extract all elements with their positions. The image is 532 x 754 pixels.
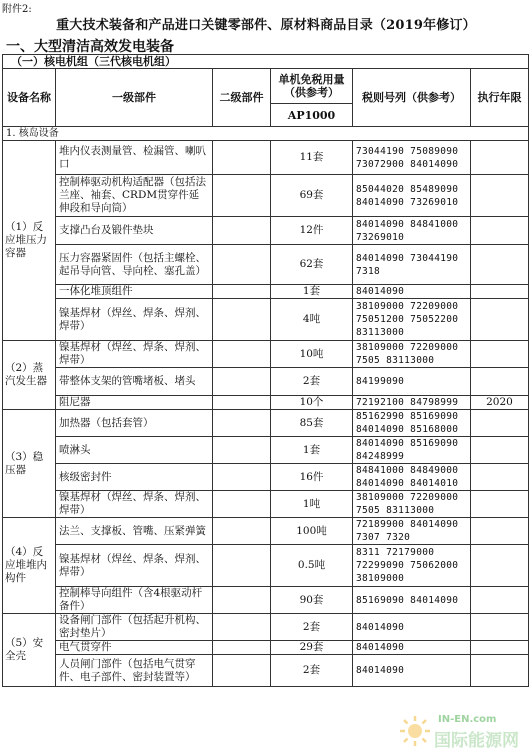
years-cell [471, 518, 529, 545]
quantity-cell: 90套 [271, 587, 353, 614]
level2-part-cell [213, 641, 271, 655]
table-row [3, 341, 529, 368]
tariff-codes-cell: 38109000 72209000 7505 83113000 [353, 341, 471, 368]
level2-part-cell [213, 141, 271, 175]
level2-part-cell [213, 299, 271, 341]
tariff-codes-cell: 85162990 85169090 84014090 85168000 [353, 410, 471, 437]
quantity-cell: 4吨 [271, 299, 353, 341]
level2-part-cell [213, 545, 271, 587]
document-title: 重大技术装备和产品进口关键零部件、原材料商品目录（2019年修订） [56, 18, 476, 33]
quantity-cell: 11套 [271, 141, 353, 175]
watermark-bottom-text: 国际能源网 [434, 731, 519, 751]
level2-part-cell [213, 175, 271, 217]
table-row [3, 437, 529, 464]
table-row [3, 518, 529, 545]
level1-part-cell: 镍基焊材（焊丝、焊条、焊剂、焊带） [56, 545, 213, 587]
years-cell [471, 245, 529, 285]
table-row [3, 141, 529, 175]
table-row [3, 491, 529, 518]
level1-part-cell: 镍基焊材（焊丝、焊条、焊剂、焊带） [56, 341, 213, 368]
quantity-cell: 16件 [271, 464, 353, 491]
header-level1: 一级部件 [56, 69, 213, 127]
years-cell [471, 491, 529, 518]
years-cell [471, 141, 529, 175]
level1-part-cell: 阻尼器 [56, 396, 213, 410]
quantity-cell: 2套 [271, 614, 353, 641]
table-row [3, 299, 529, 341]
quantity-cell: 100吨 [271, 518, 353, 545]
level2-part-cell [213, 368, 271, 396]
tariff-codes-cell: 84014090 73044190 7318 [353, 245, 471, 285]
watermark [398, 712, 528, 752]
equipment-name-cell: （4）反应堆堆内构件 [3, 518, 56, 614]
quantity-cell: 62套 [271, 245, 353, 285]
tariff-codes-cell: 84014090 [353, 614, 471, 641]
level2-part-cell [213, 341, 271, 368]
level1-part-cell: 加热器（包括套管） [56, 410, 213, 437]
years-cell [471, 217, 529, 245]
years-cell [471, 614, 529, 641]
years-cell [471, 545, 529, 587]
level2-part-cell [213, 464, 271, 491]
level2-part-cell [213, 410, 271, 437]
years-cell [471, 587, 529, 614]
tariff-codes-cell: 84014090 [353, 285, 471, 299]
tariff-codes-cell: 38109000 72209000 75051200 75052200 83113000 [353, 299, 471, 341]
tariff-codes-cell: 85044020 85489090 84014090 73269010 [353, 175, 471, 217]
table-row [3, 217, 529, 245]
quantity-cell: 10吨 [271, 341, 353, 368]
quantity-cell: 0.5吨 [271, 545, 353, 587]
level2-part-cell [213, 491, 271, 518]
level2-part-cell [213, 217, 271, 245]
table-row [3, 410, 529, 437]
tariff-codes-cell: 73044190 75089090 73072900 84014090 [353, 141, 471, 175]
years-cell [471, 655, 529, 687]
header-tariff: 税则号列（供参考） [353, 69, 471, 127]
level1-part-cell: 控制棒导向组件（含4根驱动杆备件） [56, 587, 213, 614]
level2-part-cell [213, 437, 271, 464]
years-cell [471, 410, 529, 437]
watermark-top-text: IN-EN.com [438, 714, 497, 725]
header-years: 执行年限 [471, 69, 529, 127]
quantity-cell: 69套 [271, 175, 353, 217]
level1-part-cell: 设备闸门部件（包括起升机构、密封垫片） [56, 614, 213, 641]
quantity-cell: 12件 [271, 217, 353, 245]
level2-part-cell [213, 655, 271, 687]
tariff-codes-cell: 84841000 84849000 84014090 84014010 [353, 464, 471, 491]
level1-part-cell: 镍基焊材（焊丝、焊条、焊剂、焊带） [56, 299, 213, 341]
catalog-table [2, 54, 529, 687]
header-quantity-sub: AP1000 [271, 104, 353, 127]
table-row [3, 641, 529, 655]
watermark-logo-icon [398, 714, 432, 748]
years-cell [471, 341, 529, 368]
level2-part-cell [213, 245, 271, 285]
header-quantity: 单机免税用量（供参考） [271, 69, 353, 104]
table-row [3, 368, 529, 396]
years-cell [471, 368, 529, 396]
tariff-codes-cell: 84014090 [353, 641, 471, 655]
level1-part-cell: 喷淋头 [56, 437, 213, 464]
years-cell [471, 175, 529, 217]
quantity-cell: 1套 [271, 437, 353, 464]
level1-part-cell: 带整体支架的管嘴堵板、堵头 [56, 368, 213, 396]
quantity-cell: 10个 [271, 396, 353, 410]
table-row [3, 464, 529, 491]
level1-part-cell: 核级密封件 [56, 464, 213, 491]
group-label: 1. 核岛设备 [3, 127, 529, 141]
level2-part-cell [213, 587, 271, 614]
tariff-codes-cell: 84014090 84841000 73269010 [353, 217, 471, 245]
equipment-name-cell: （5）安全壳 [3, 614, 56, 687]
level1-part-cell: 电气贯穿件 [56, 641, 213, 655]
level1-part-cell: 压力容器紧固件（包括主螺栓、 起吊导向管、导向栓、塞孔盖） [56, 245, 213, 285]
level1-part-cell: 法兰、支撑板、管嘴、压紧弹簧 [56, 518, 213, 545]
level2-part-cell [213, 396, 271, 410]
level1-part-cell: 支撑凸台及锻件垫块 [56, 217, 213, 245]
level1-part-cell: 一体化堆顶组件 [56, 285, 213, 299]
years-cell: 2020 [471, 396, 529, 410]
tariff-codes-cell: 38109000 72209000 7505 83113000 [353, 491, 471, 518]
years-cell [471, 437, 529, 464]
tariff-codes-cell: 8311 72179000 72299090 75062000 38109000 [353, 545, 471, 587]
quantity-cell: 29套 [271, 641, 353, 655]
quantity-cell: 1吨 [271, 491, 353, 518]
level2-part-cell [213, 518, 271, 545]
years-cell [471, 641, 529, 655]
header-level2: 二级部件 [213, 69, 271, 127]
equipment-name-cell: （1）反应堆压力容器 [3, 141, 56, 341]
years-cell [471, 299, 529, 341]
quantity-cell: 85套 [271, 410, 353, 437]
quantity-cell: 1套 [271, 285, 353, 299]
level2-part-cell [213, 614, 271, 641]
tariff-codes-cell: 84014090 [353, 655, 471, 687]
header-equipment-name: 设备名称 [3, 69, 56, 127]
table-row [3, 655, 529, 687]
level1-part-cell: 镍基焊材（焊丝、焊条、焊剂、焊带） [56, 491, 213, 518]
section-heading: 一、大型清洁高效发电装备 [6, 39, 174, 55]
table-row [3, 545, 529, 587]
level1-part-cell: 人员闸门部件（包括电气贯穿件、电子部件、密封装置等） [56, 655, 213, 687]
table-row [3, 587, 529, 614]
table-row [3, 285, 529, 299]
quantity-cell: 2套 [271, 368, 353, 396]
years-cell [471, 464, 529, 491]
tariff-codes-cell: 84014090 85169090 84248999 [353, 437, 471, 464]
years-cell [471, 285, 529, 299]
table-row [3, 614, 529, 641]
table-row [3, 245, 529, 285]
equipment-name-cell: （2）蒸汽发生器 [3, 341, 56, 410]
level1-part-cell: 堆内仪表测量管、检漏管、喇叭口 [56, 141, 213, 175]
equipment-name-cell: （3）稳压器 [3, 410, 56, 518]
level2-part-cell [213, 285, 271, 299]
tariff-codes-cell: 72189900 84014090 7307 7320 [353, 518, 471, 545]
table-row [3, 175, 529, 217]
table-row [3, 396, 529, 410]
quantity-cell: 2套 [271, 655, 353, 687]
subsection-heading: （一）核电机组（三代核电机组） [3, 55, 529, 69]
tariff-codes-cell: 84199090 [353, 368, 471, 396]
attachment-label: 附件2: [2, 4, 32, 15]
tariff-codes-cell: 85169090 84014090 [353, 587, 471, 614]
tariff-codes-cell: 72192100 84798999 [353, 396, 471, 410]
level1-part-cell: 控制棒驱动机构适配器（包括法兰座、袖套、CRDM贯穿件延伸段和导向筒） [56, 175, 213, 217]
